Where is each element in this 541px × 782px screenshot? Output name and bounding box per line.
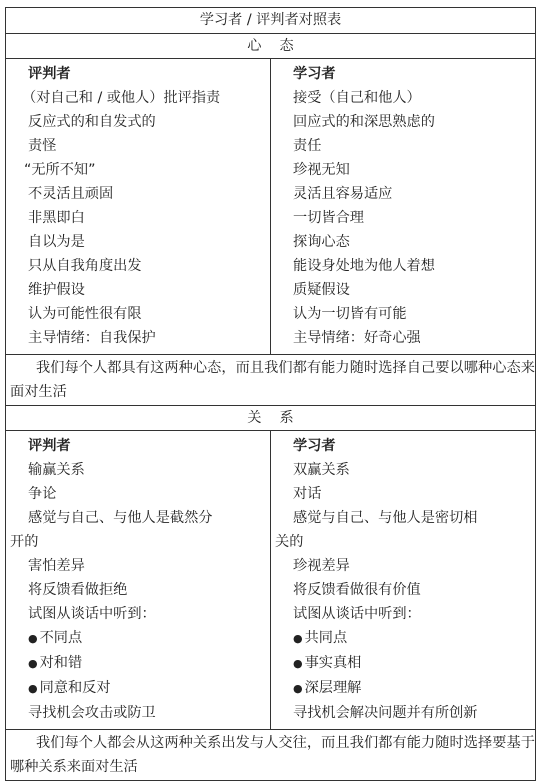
list-item: 探询心态 (293, 234, 350, 250)
list-item: 责任 (293, 138, 322, 154)
list-item: 一切皆合理 (293, 210, 364, 226)
list-item: 关的 (275, 534, 304, 550)
list-item: 主导情绪：好奇心强 (293, 330, 421, 346)
list-item: （对自己和 / 或他人）批评指责 (22, 90, 221, 106)
learner-judger-table (5, 7, 536, 781)
list-item: ● 对和错 (6, 651, 270, 676)
mindset-heading: 心态 (6, 34, 536, 59)
relationship-judger-column (6, 431, 271, 730)
list-item: 只从自我角度出发 (28, 258, 142, 274)
list-item: 质疑假设 (293, 282, 350, 298)
relationship-note-cell (6, 730, 536, 781)
table-title: 学习者 / 评判者对照表 (6, 8, 536, 34)
relationship-learner-column (271, 431, 536, 730)
list-item: 对话 (293, 486, 322, 502)
list-item: 自以为是 (28, 234, 85, 250)
list-item: 将反馈看做很有价值 (293, 582, 421, 598)
list-item: 争论 (28, 486, 57, 502)
list-item: 反应式的和自发式的 (28, 114, 156, 130)
list-item: 开的 (10, 534, 39, 550)
judger-header: 评判者 (28, 438, 71, 454)
list-item: 能设身处地为他人着想 (293, 258, 435, 274)
mindset-judger-column (6, 59, 271, 355)
list-item: 寻找机会攻击或防卫 (28, 705, 156, 721)
list-item: 输赢关系 (28, 462, 85, 478)
list-item: 灵活且容易适应 (293, 186, 393, 202)
learner-header: 学习者 (293, 438, 336, 454)
list-item: 寻找机会解决问题并有所创新 (293, 705, 478, 721)
list-item: 感觉与自己、与他人是截然分 (28, 510, 213, 526)
list-item: ● 不同点 (6, 626, 270, 651)
list-item: 回应式的和深思熟虑的 (293, 114, 435, 130)
list-item: 双赢关系 (293, 462, 350, 478)
relationship-heading: 关系 (6, 406, 536, 431)
relationship-note: 我们每个人都会从这两种关系出发与人交往，而且我们都有能力随时选择要基于哪种关系来面对生活 (10, 735, 535, 775)
list-item: 感觉与自己、与他人是密切相 (293, 510, 478, 526)
list-item: 害怕差异 (28, 558, 85, 574)
list-item: 珍视差异 (293, 558, 350, 574)
mindset-note-cell (6, 355, 536, 406)
list-item: 将反馈看做拒绝 (28, 582, 128, 598)
list-item: ● 事实真相 (271, 651, 535, 676)
list-item: ● 共同点 (271, 626, 535, 651)
list-item: 责怪 (28, 138, 57, 154)
list-item: ● 同意和反对 (6, 676, 270, 701)
list-item: 非黑即白 (28, 210, 85, 226)
list-item: 试图从谈话中听到： (293, 606, 421, 622)
list-item: 维护假设 (28, 282, 85, 298)
learner-header: 学习者 (293, 66, 336, 82)
list-item: 主导情绪：自我保护 (28, 330, 156, 346)
list-item: 试图从谈话中听到： (28, 606, 156, 622)
list-item: “无所不知” (24, 162, 96, 178)
list-item: ● 深层理解 (271, 676, 535, 701)
judger-header: 评判者 (28, 66, 71, 82)
mindset-note: 我们每个人都具有这两种心态，而且我们都有能力随时选择自己要以哪种心态来面对生活 (10, 360, 535, 400)
list-item: 接受（自己和他人） (293, 90, 421, 106)
list-item: 认为可能性很有限 (28, 306, 142, 322)
list-item: 珍视无知 (293, 162, 350, 178)
list-item: 认为一切皆有可能 (293, 306, 407, 322)
mindset-learner-column (271, 59, 536, 355)
list-item: 不灵活且顽固 (28, 186, 114, 202)
